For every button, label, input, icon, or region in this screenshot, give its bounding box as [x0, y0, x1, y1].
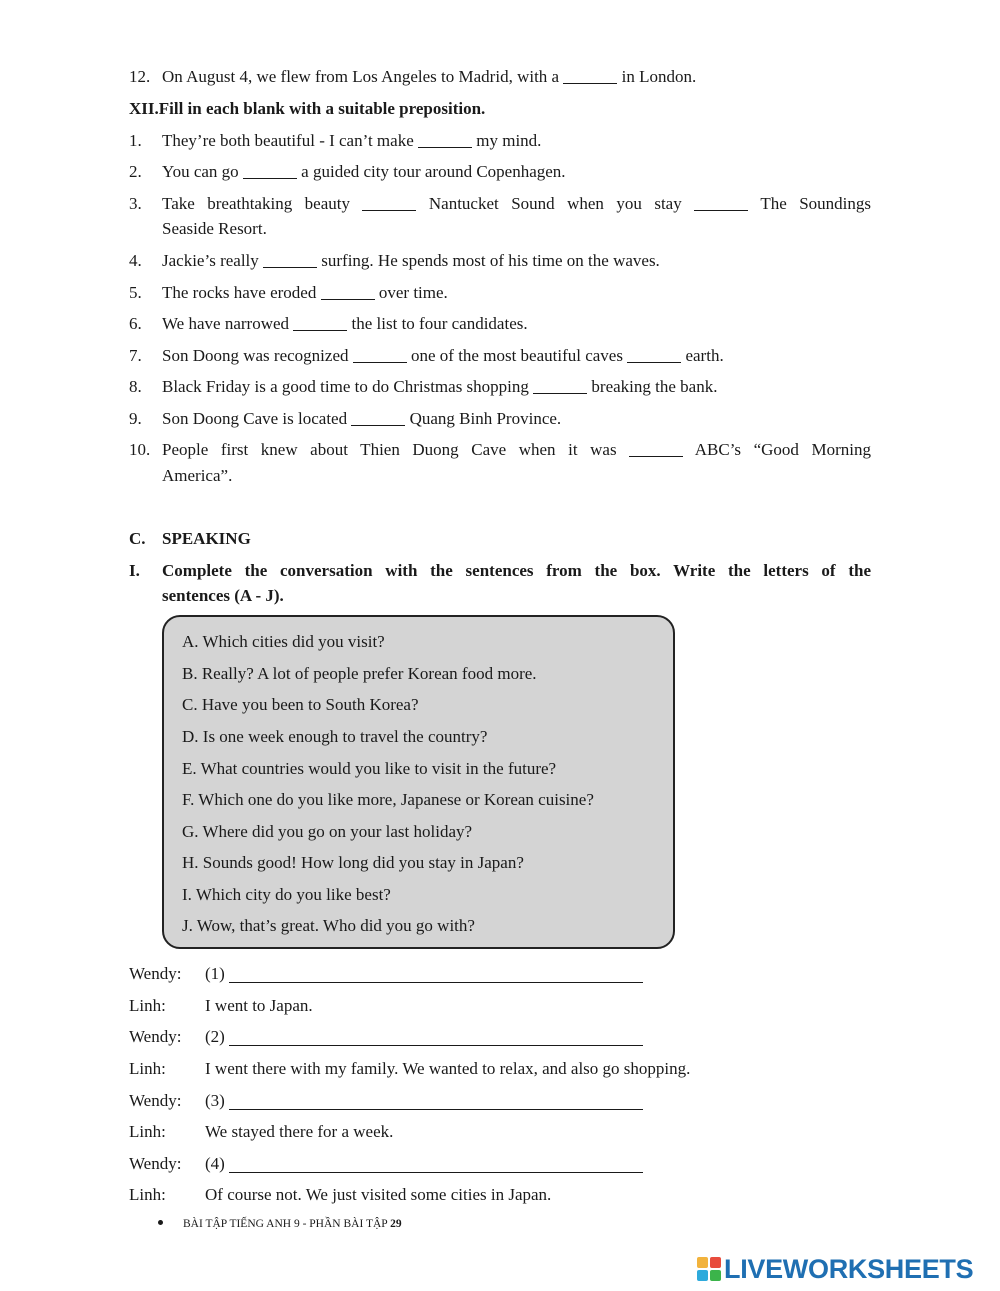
item-number: 4.: [129, 251, 142, 270]
item-text: the list to four candidates.: [351, 314, 528, 333]
liveworksheets-logo-icon: [697, 1257, 721, 1281]
item-text: earth.: [685, 346, 724, 365]
item-text: Son Doong was recognized: [162, 346, 349, 365]
answer-blank[interactable]: [533, 376, 587, 394]
item-text: They’re both beautiful - I can’t make: [162, 131, 414, 150]
box-sentence-a: A. Which cities did you visit?: [182, 632, 385, 651]
answer-blank[interactable]: [263, 250, 317, 268]
speaker-label: Linh:: [129, 1122, 166, 1141]
conversation-line-3: [205, 1024, 643, 1049]
answer-blank[interactable]: [293, 313, 347, 331]
brand-name: LIVEWORKSHEETS: [724, 1253, 974, 1284]
box-sentence-b: B. Really? A lot of people prefer Korean food more.: [182, 664, 537, 683]
footer-text: BÀI TẬP TIẾNG ANH 9 - PHẦN BÀI TẬP: [183, 1218, 388, 1230]
conversation-line-8: Of course not. We just visited some cities in Japan.: [205, 1185, 552, 1204]
conversation-line-1: [205, 961, 643, 986]
item-text: You can go: [162, 162, 239, 181]
conversation-line-7: [205, 1151, 643, 1176]
item-text: ABC’s “Good Morning: [694, 440, 871, 459]
conversation-line-4: I went there with my family. We wanted to relax, and also go shopping.: [205, 1059, 691, 1078]
bullet-icon: [158, 1220, 163, 1225]
box-sentence-i: I. Which city do you like best?: [182, 885, 391, 904]
box-sentence-e: E. What countries would you like to visit in the future?: [182, 759, 557, 778]
speaker-label: Linh:: [129, 1059, 166, 1078]
item-number: 10.: [129, 440, 151, 459]
item-number: 5.: [129, 283, 142, 302]
item-number: 2.: [129, 162, 142, 181]
item-text: America”.: [162, 466, 233, 485]
item-number: 6.: [129, 314, 142, 333]
item-text: Nantucket Sound when you stay: [428, 194, 682, 213]
section-title: SPEAKING: [162, 529, 251, 548]
task-text: Complete the conversation with the sentences from the box. Write the letters of the: [162, 561, 871, 580]
conversation-line-6: We stayed there for a week.: [205, 1122, 394, 1141]
item-text: a guided city tour around Copenhagen.: [301, 162, 566, 181]
page-number: 29: [390, 1218, 402, 1230]
answer-line-1[interactable]: [229, 963, 643, 983]
box-sentence-c: C. Have you been to South Korea?: [182, 695, 419, 714]
speaker-label: Wendy:: [129, 1027, 182, 1046]
item-number: 3.: [129, 194, 142, 213]
item-text: breaking the bank.: [591, 377, 718, 396]
box-sentence-j: J. Wow, that’s great. Who did you go with?: [182, 916, 475, 935]
gap-number: (3): [205, 1091, 225, 1110]
answer-blank[interactable]: [353, 345, 407, 363]
item-text: Quang Binh Province.: [409, 409, 562, 428]
answer-blank[interactable]: [321, 282, 375, 300]
item-number: 8.: [129, 377, 142, 396]
sentence-box: [162, 615, 675, 949]
conversation-line-5: [205, 1088, 643, 1113]
item-text: in London.: [621, 67, 697, 86]
answer-line-3[interactable]: [229, 1090, 643, 1110]
box-sentence-d: D. Is one week enough to travel the country?: [182, 727, 488, 746]
item-text: surfing. He spends most of his time on the waves.: [321, 251, 660, 270]
item-text: People first knew about Thien Duong Cave when it was: [162, 440, 617, 459]
answer-blank[interactable]: [362, 193, 416, 211]
speaker-label: Linh:: [129, 1185, 166, 1204]
page-footer: [158, 1216, 402, 1232]
section-xii-heading: XII.Fill in each blank with a suitable preposition.: [129, 99, 486, 118]
item-number: 9.: [129, 409, 142, 428]
answer-blank[interactable]: [627, 345, 681, 363]
item-text: one of the most beautiful caves: [411, 346, 623, 365]
item-text: On August 4, we flew from Los Angeles to Madrid, with a: [162, 67, 560, 86]
item-number: 1.: [129, 131, 142, 150]
conversation-line-2: I went to Japan.: [205, 996, 313, 1015]
item-text: Jackie’s really: [162, 251, 259, 270]
speaker-label: Wendy:: [129, 1091, 182, 1110]
item-number: 7.: [129, 346, 142, 365]
task-number: I.: [129, 561, 140, 580]
item-number: 12.: [129, 67, 151, 86]
item-text: Black Friday is a good time to do Christmas shopping: [162, 377, 529, 396]
answer-blank[interactable]: [351, 408, 405, 426]
item-text: Take breathtaking beauty: [162, 194, 350, 213]
section-number: C.: [129, 529, 146, 548]
speaker-label: Linh:: [129, 996, 166, 1015]
task-text: sentences (A - J).: [162, 586, 284, 605]
item-text: over time.: [378, 283, 448, 302]
gap-number: (4): [205, 1154, 225, 1173]
box-sentence-h: H. Sounds good! How long did you stay in Japan?: [182, 853, 524, 872]
answer-blank[interactable]: [629, 439, 683, 457]
answer-line-2[interactable]: [229, 1026, 643, 1046]
item-text: The rocks have eroded: [162, 283, 317, 302]
item-text: my mind.: [476, 131, 542, 150]
answer-blank[interactable]: [563, 66, 617, 84]
item-text: We have narrowed: [162, 314, 290, 333]
answer-blank[interactable]: [243, 161, 297, 179]
box-sentence-f: F. Which one do you like more, Japanese or Korean cuisine?: [182, 790, 594, 809]
item-text: Seaside Resort.: [162, 219, 267, 238]
speaker-label: Wendy:: [129, 964, 182, 983]
speaker-label: Wendy:: [129, 1154, 182, 1173]
answer-line-4[interactable]: [229, 1153, 643, 1173]
answer-blank[interactable]: [418, 130, 472, 148]
gap-number: (2): [205, 1027, 225, 1046]
box-sentence-g: G. Where did you go on your last holiday?: [182, 822, 473, 841]
item-text: Son Doong Cave is located: [162, 409, 348, 428]
answer-blank[interactable]: [694, 193, 748, 211]
item-text: The Soundings: [760, 194, 872, 213]
liveworksheets-logo: [697, 1254, 973, 1284]
gap-number: (1): [205, 964, 225, 983]
